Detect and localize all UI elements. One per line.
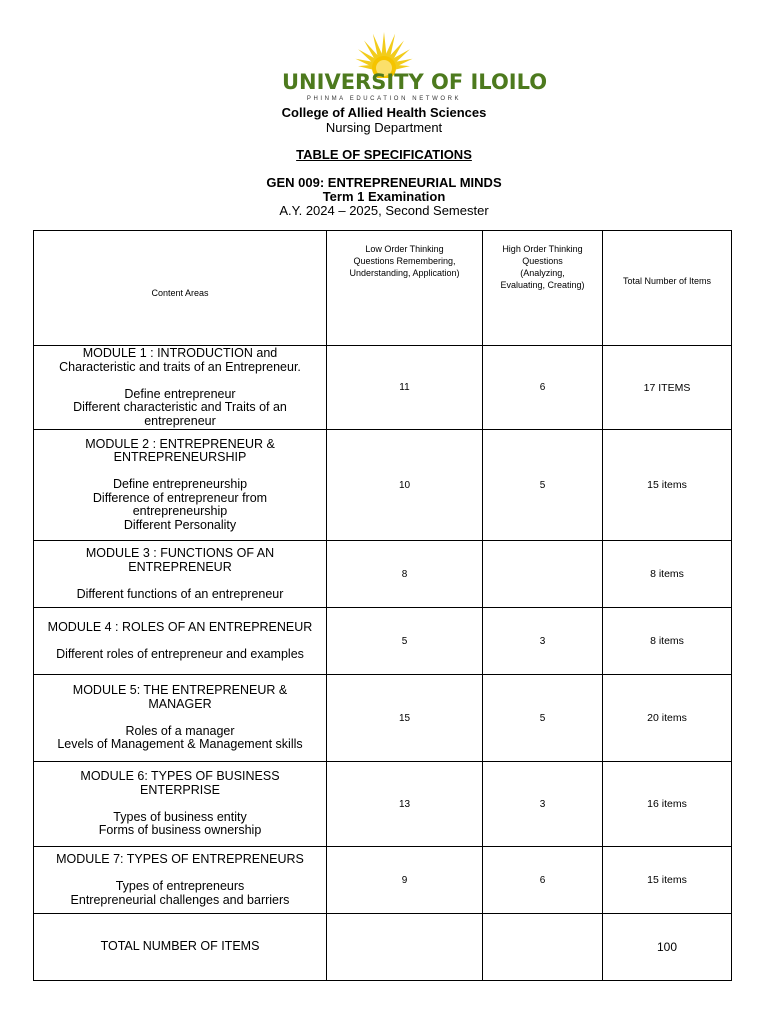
module-content-cell xyxy=(34,608,327,675)
module-line: ENTREPRENEUR xyxy=(128,559,232,574)
module-content-cell xyxy=(34,346,327,430)
high-order-count: 6 xyxy=(483,847,603,914)
total-items: 15 items xyxy=(603,430,732,541)
module-line: ENTERPRISE xyxy=(140,782,220,797)
total-items: 15 items xyxy=(603,847,732,914)
col-header-high-order: High Order Thinking Questions (Analyzing, Evaluating, Creating) xyxy=(483,231,603,346)
low-order-count: 15 xyxy=(327,675,483,762)
module-line: MANAGER xyxy=(148,696,212,711)
document-title: TABLE OF SPECIFICATIONS xyxy=(296,147,472,162)
module-line: Define entrepreneurship xyxy=(112,477,248,492)
module-line: Different functions of an entrepreneur xyxy=(76,586,284,601)
col-header-content-areas: Content Areas xyxy=(34,231,327,346)
specifications-table xyxy=(33,230,732,981)
table-row xyxy=(34,346,732,430)
high-order-count: 3 xyxy=(483,762,603,847)
total-label: TOTAL NUMBER OF ITEMS xyxy=(34,914,327,981)
module-line: MODULE 2 : ENTREPRENEUR & xyxy=(85,436,275,451)
table-row xyxy=(34,430,732,541)
module-content-cell xyxy=(34,541,327,608)
exam-term: Term 1 Examination xyxy=(322,189,446,204)
module-line: Define entrepreneur xyxy=(124,386,236,401)
module-content-cell xyxy=(34,847,327,914)
module-line: entrepreneur xyxy=(144,413,216,428)
module-line: entrepreneurship xyxy=(132,504,228,519)
module-line: Different characteristic and Traits of an xyxy=(73,400,287,414)
low-order-count: 13 xyxy=(327,762,483,847)
module-line: Difference of entrepreneur from xyxy=(92,490,268,505)
high-order-count: 3 xyxy=(483,608,603,675)
department-name: Nursing Department xyxy=(325,120,443,135)
high-order-count: 5 xyxy=(483,430,603,541)
module-content-cell xyxy=(34,430,327,541)
logo-network-name: PHINMA EDUCATION NETWORK xyxy=(306,96,462,102)
module-line xyxy=(34,711,326,725)
module-line: MODULE 7: TYPES OF ENTREPRENEURS xyxy=(56,852,304,866)
high-order-count: 5 xyxy=(483,675,603,762)
table-row xyxy=(34,847,732,914)
module-line: Types of business entity xyxy=(113,809,247,824)
university-logo xyxy=(282,32,548,108)
col-header-total: Total Number of Items xyxy=(603,231,732,346)
module-line: MODULE 4 : ROLES OF AN ENTREPRENEUR xyxy=(47,619,313,634)
table-row xyxy=(34,608,732,675)
module-line: Different Personality xyxy=(123,517,237,532)
logo-university-name: UNIVERSITY OF ILOILO xyxy=(282,70,548,94)
module-line xyxy=(34,867,326,881)
total-items: 8 items xyxy=(603,608,732,675)
module-content-cell xyxy=(34,675,327,762)
module-line: Different roles of entrepreneur and examples xyxy=(56,646,304,661)
table-row xyxy=(34,762,732,847)
module-content-cell xyxy=(34,762,327,847)
module-line xyxy=(34,574,326,588)
module-line xyxy=(34,374,326,388)
total-items: 20 items xyxy=(603,675,732,762)
total-high-order xyxy=(483,914,603,981)
module-line: MODULE 1 : INTRODUCTION and xyxy=(82,346,278,360)
col-header-low-order: Low Order Thinking Questions Remembering, Understanding, Application) xyxy=(327,231,483,346)
academic-year: A.Y. 2024 – 2025, Second Semester xyxy=(279,203,489,218)
module-line xyxy=(34,797,326,811)
module-line: Forms of business ownership xyxy=(98,823,262,838)
module-line: Levels of Management & Management skills xyxy=(57,737,303,752)
college-name: College of Allied Health Sciences xyxy=(281,105,487,120)
table-row xyxy=(34,675,732,762)
total-low-order xyxy=(327,914,483,981)
low-order-count: 9 xyxy=(327,847,483,914)
total-items: 17 ITEMS xyxy=(603,346,732,430)
table-header-row xyxy=(34,231,732,346)
grand-total: 100 xyxy=(603,914,732,981)
module-line xyxy=(34,465,326,479)
course-title: GEN 009: ENTREPRENEURIAL MINDS xyxy=(266,175,502,190)
low-order-count: 5 xyxy=(327,608,483,675)
module-line: Types of entrepreneurs xyxy=(115,879,245,893)
high-order-count: 6 xyxy=(483,346,603,430)
total-items: 16 items xyxy=(603,762,732,847)
total-items: 8 items xyxy=(603,541,732,608)
module-line: MODULE 3 : FUNCTIONS OF AN xyxy=(85,546,275,560)
table-row xyxy=(34,541,732,608)
module-line: MODULE 5: THE ENTREPRENEUR & xyxy=(72,683,288,698)
low-order-count: 8 xyxy=(327,541,483,608)
module-line: ENTREPRENEURSHIP xyxy=(113,450,247,465)
high-order-count xyxy=(483,541,603,608)
low-order-count: 11 xyxy=(327,346,483,430)
low-order-count: 10 xyxy=(327,430,483,541)
module-line: MODULE 6: TYPES OF BUSINESS xyxy=(80,769,280,784)
module-line xyxy=(34,634,326,648)
module-line: Roles of a manager xyxy=(125,723,235,738)
module-line: Characteristic and traits of an Entrepreneur. xyxy=(59,359,301,374)
total-row xyxy=(34,914,732,981)
module-line: Entrepreneurial challenges and barriers xyxy=(70,892,290,907)
